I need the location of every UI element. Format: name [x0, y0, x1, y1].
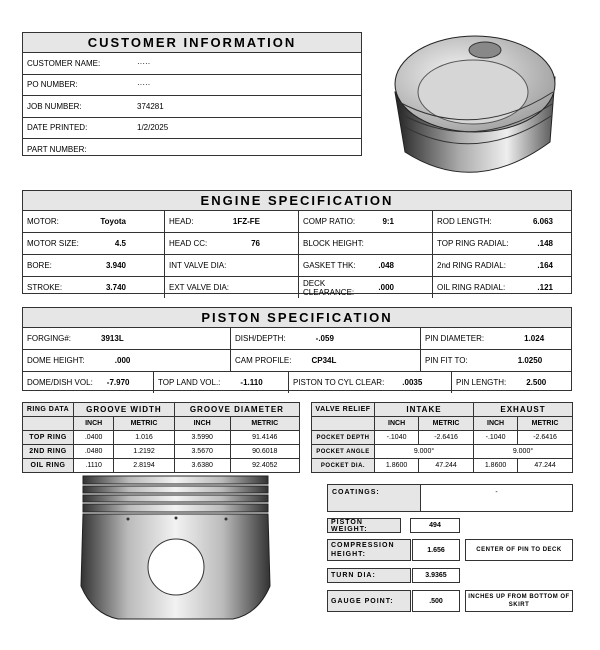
customer-row	[23, 139, 361, 160]
pocket-dia-exh-mm: 47.244	[518, 459, 573, 473]
piston-spec-panel	[22, 307, 572, 391]
pocket-depth-label: POCKET DEPTH	[312, 431, 375, 445]
pocket-dia-exh-in: 1.8600	[473, 459, 517, 473]
pocket-depth-int-mm: -2.6416	[419, 431, 474, 445]
ring-gd-in: 3.6380	[174, 459, 230, 473]
engine-spec-panel	[22, 190, 572, 297]
customer-field-label: CUSTOMER NAME:	[27, 58, 101, 68]
customer-row	[23, 75, 361, 97]
clear-value: .0035	[402, 378, 423, 387]
engine-field-value: .148	[537, 239, 553, 248]
valve-relief-table	[311, 402, 573, 473]
engine-field-label: 2nd RING RADIAL:	[437, 261, 506, 270]
engine-cell	[433, 211, 571, 232]
ring-gd-in: 3.5990	[174, 431, 230, 445]
engine-cell	[299, 277, 433, 298]
pocket-depth-int-in: -.1040	[375, 431, 419, 445]
ring-row	[23, 459, 300, 473]
ring-gd-in: 3.5670	[174, 445, 230, 459]
engine-field-label: GASKET THK:	[303, 261, 356, 270]
ring-gd-mm: 92.4052	[230, 459, 299, 473]
engine-field-label: HEAD:	[169, 217, 194, 226]
engine-field-label: TOP RING RADIAL:	[437, 239, 509, 248]
ring-name: 2ND RING	[23, 445, 74, 459]
pin-dia-label: PIN DIAMETER:	[425, 334, 485, 343]
ring-data-header: RING DATA	[23, 403, 74, 417]
engine-cell	[23, 277, 165, 298]
exhaust-header: EXHAUST	[473, 403, 572, 417]
ring-gw-in: .0480	[74, 445, 114, 459]
engine-cell	[23, 211, 165, 232]
engine-row	[23, 233, 571, 255]
groove-width-header: GROOVE WIDTH	[74, 403, 175, 417]
engine-field-label: COMP RATIO:	[303, 217, 356, 226]
customer-row	[23, 118, 361, 140]
clear-label: PISTON TO CYL CLEAR:	[293, 378, 385, 387]
coatings-label: COATINGS:	[328, 485, 421, 511]
engine-field-value: Toyota	[100, 217, 126, 226]
customer-field-label: PO NUMBER:	[27, 80, 78, 90]
compression-height-label: COMPRESSION HEIGHT:	[327, 539, 411, 561]
piston-weight-label: PISTON WEIGHT:	[327, 518, 401, 533]
coatings-box	[327, 484, 573, 512]
ring-gw-in: .0400	[74, 431, 114, 445]
engine-field-label: HEAD CC:	[169, 239, 208, 248]
engine-cell	[165, 255, 299, 276]
exh-metric-header: METRIC	[518, 417, 573, 431]
ring-gd-mm: 90.6018	[230, 445, 299, 459]
intake-header: INTAKE	[375, 403, 474, 417]
engine-field-label: STROKE:	[27, 283, 63, 292]
engine-cell	[433, 277, 571, 298]
valve-relief-header: VALVE RELIEF	[312, 403, 375, 417]
engine-cell	[299, 233, 433, 254]
engine-field-value: .048	[378, 261, 394, 270]
ring-row	[23, 445, 300, 459]
engine-cell	[23, 233, 165, 254]
customer-field-value: ·····	[137, 80, 151, 90]
gw-inch-header: INCH	[74, 417, 114, 431]
engine-field-label: MOTOR SIZE:	[27, 239, 79, 248]
ring-gw-in: .1110	[74, 459, 114, 473]
engine-cell	[433, 255, 571, 276]
pin-len-value: 2.500	[526, 378, 547, 387]
engine-cell	[23, 255, 165, 276]
engine-cell	[299, 255, 433, 276]
engine-cell	[165, 211, 299, 232]
customer-field-label: PART NUMBER:	[27, 144, 87, 154]
piston-spec-title: PISTON SPECIFICATION	[23, 308, 571, 328]
dish-value: -.059	[315, 334, 334, 343]
engine-field-value: 3.940	[105, 261, 126, 270]
engine-field-label: EXT VALVE DIA:	[169, 283, 230, 292]
forging-label: FORGING#:	[27, 334, 72, 343]
engine-row	[23, 255, 571, 277]
engine-field-value: 1FZ-FE	[232, 217, 260, 226]
vol-label: DOME/DISH VOL:	[27, 378, 93, 387]
pocket-dia-int-mm: 47.244	[419, 459, 474, 473]
pin-dia-value: 1.024	[524, 334, 545, 343]
engine-field-value: .164	[537, 261, 553, 270]
pin-fit-label: PIN FIT TO:	[425, 356, 468, 365]
gd-inch-header: INCH	[174, 417, 230, 431]
ring-gw-mm: 1.016	[114, 431, 175, 445]
ring-gd-mm: 91.4146	[230, 431, 299, 445]
forging-value: 3913L	[101, 334, 124, 343]
coatings-value: -	[495, 489, 498, 496]
groove-dia-header: GROOVE DIAMETER	[174, 403, 299, 417]
customer-row	[23, 96, 361, 118]
engine-cell	[299, 211, 433, 232]
engine-spec-title: ENGINE SPECIFICATION	[23, 191, 571, 211]
piston-side-icon	[58, 474, 288, 624]
engine-row	[23, 277, 571, 298]
gauge-point-label: GAUGE POINT:	[327, 590, 411, 612]
cam-value: CP34L	[311, 356, 337, 365]
ring-gw-mm: 2.8194	[114, 459, 175, 473]
cam-label: CAM PROFILE:	[235, 356, 292, 365]
pocket-angle-label: POCKET ANGLE	[312, 445, 375, 459]
engine-field-value: 76	[251, 239, 260, 248]
dome-label: DOME HEIGHT:	[27, 356, 85, 365]
engine-field-value: 4.5	[114, 239, 126, 248]
customer-field-value: 374281	[137, 101, 164, 111]
gauge-point-value: .500	[412, 590, 460, 612]
pin-len-label: PIN LENGTH:	[456, 378, 507, 387]
ring-gw-mm: 1.2192	[114, 445, 175, 459]
ring-name: TOP RING	[23, 431, 74, 445]
exh-inch-header: INCH	[473, 417, 517, 431]
piston-3d-icon	[385, 22, 565, 190]
valve-blank	[312, 417, 375, 431]
dish-label: DISH/DEPTH:	[235, 334, 286, 343]
dome-value: .000	[114, 356, 131, 365]
gw-metric-header: METRIC	[114, 417, 175, 431]
engine-field-label: ROD LENGTH:	[437, 217, 492, 226]
engine-field-value: .000	[378, 283, 394, 292]
engine-field-value: 3.740	[105, 283, 126, 292]
pocket-depth-exh-mm: -2.6416	[518, 431, 573, 445]
customer-field-label: DATE PRINTED:	[27, 123, 88, 133]
customer-info-panel	[22, 32, 362, 156]
piston-weight-value: 494	[410, 518, 460, 533]
pocket-dia-int-in: 1.8600	[375, 459, 419, 473]
engine-field-label: BLOCK HEIGHT:	[303, 239, 364, 248]
customer-field-value: ·····	[137, 58, 151, 68]
int-metric-header: METRIC	[419, 417, 474, 431]
ring-name: OIL RING	[23, 459, 74, 473]
engine-field-label: INT VALVE DIA:	[169, 261, 227, 270]
pocket-dia-label: POCKET DIA.	[312, 459, 375, 473]
pocket-angle-exh: 9.000°	[473, 445, 572, 459]
engine-field-value: 6.063	[532, 217, 553, 226]
engine-field-label: OIL RING RADIAL:	[437, 283, 506, 292]
engine-field-value: .121	[537, 283, 553, 292]
turn-dia-value: 3.9365	[412, 568, 460, 583]
customer-field-value: 1/2/2025	[137, 123, 169, 133]
topland-label: TOP LAND VOL.:	[158, 378, 221, 387]
ring-blank	[23, 417, 74, 431]
customer-info-title: CUSTOMER INFORMATION	[23, 33, 361, 53]
customer-row	[23, 53, 361, 75]
gd-metric-header: METRIC	[230, 417, 299, 431]
engine-cell	[165, 233, 299, 254]
engine-field-label: BORE:	[27, 261, 52, 270]
compression-height-value: 1.656	[412, 539, 460, 561]
engine-field-label: DECK CLEARANCE:	[303, 278, 355, 297]
ring-data-table	[22, 402, 300, 473]
engine-field-value: 9:1	[382, 217, 394, 226]
engine-field-label: MOTOR:	[27, 217, 59, 226]
engine-cell	[433, 233, 571, 254]
int-inch-header: INCH	[375, 417, 419, 431]
vol-value: -7.970	[106, 378, 130, 387]
pin-fit-value: 1.0250	[517, 356, 543, 365]
topland-value: -1.110	[240, 378, 263, 387]
gauge-note: INCHES UP FROM BOTTOM OF SKIRT	[465, 590, 573, 612]
turn-dia-label: TURN DIA:	[327, 568, 411, 583]
engine-cell	[165, 277, 299, 298]
compression-note: CENTER OF PIN TO DECK	[465, 539, 573, 561]
pocket-depth-exh-in: -.1040	[473, 431, 517, 445]
ring-row	[23, 431, 300, 445]
customer-field-label: JOB NUMBER:	[27, 101, 82, 111]
engine-row	[23, 211, 571, 233]
pocket-angle-int: 9.000°	[375, 445, 474, 459]
